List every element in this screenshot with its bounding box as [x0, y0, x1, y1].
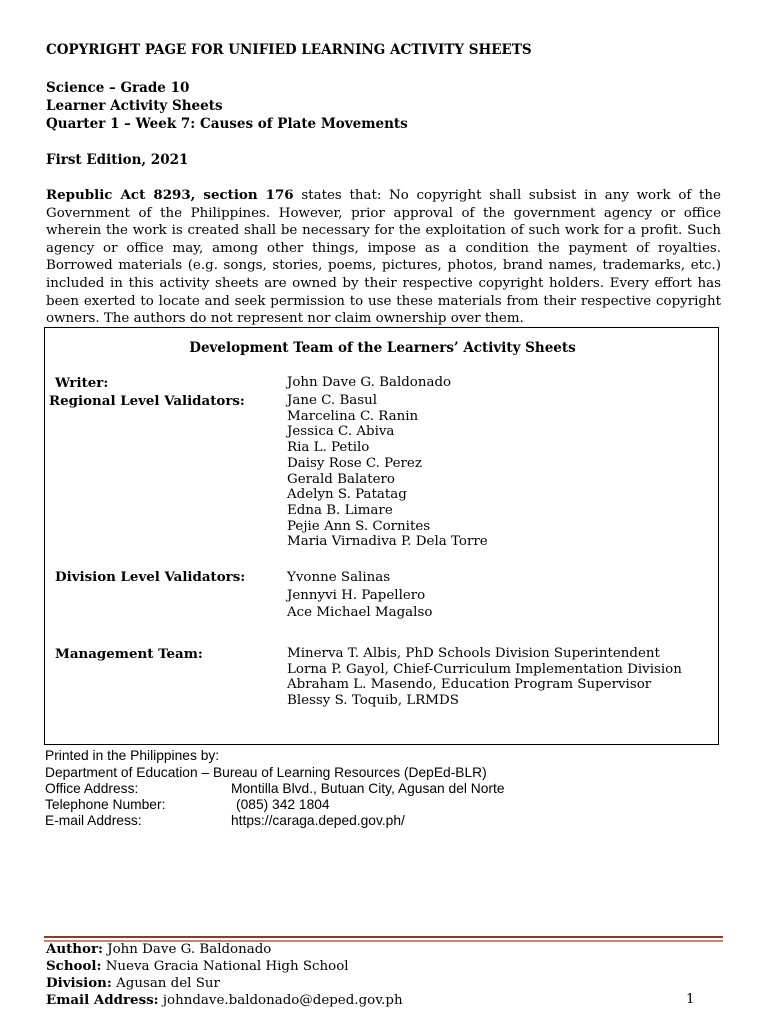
footer-author-label: Author:	[46, 941, 103, 957]
copyright-line: wherein the work is created shall be necessary for the exploitation of such work for a profit.	[46, 223, 683, 239]
list-item: Edna B. Limare	[287, 502, 393, 518]
copyright-line: states that: No copyright shall subsist in any work of the	[293, 188, 721, 203]
list-item: Abraham L. Masendo, Education Program Supervisor	[287, 677, 652, 693]
footer-email-label: Email Address:	[46, 992, 159, 1008]
printed-by: Printed in the Philippines by:	[45, 748, 220, 763]
copyright-line: Government of the Philippines. However, prior approval of the government agency or office	[46, 205, 721, 221]
copyright-line: Borrowed materials (e.g. songs, stories, poems, pictures, photos, brand names, trademarks,	[46, 258, 686, 274]
office-address: Montilla Blvd., Butuan City, Agusan del Norte	[231, 781, 505, 796]
publisher: Department of Education – Bureau of Learning Resources (DepEd-BLR)	[45, 765, 487, 780]
quarter-line: Quarter 1 – Week 7: Causes of Plate Movements	[46, 116, 408, 132]
doc-type-line: Learner Activity Sheets	[46, 98, 223, 114]
regional-validators-list	[287, 393, 488, 550]
copyright-line: effort has been exerted to locate and seek permission to use these materials from their	[46, 275, 721, 309]
regional-validators-label: Regional Level Validators:	[49, 393, 245, 409]
management-team-list	[287, 646, 682, 709]
edition-line: First Edition, 2021	[46, 152, 189, 168]
list-item: Jane C. Basul	[287, 393, 378, 408]
copyright-line: etc.) included in this activity sheets are owned by their respective copyright holders. Every	[46, 258, 721, 291]
subject-line: Science – Grade 10	[46, 80, 190, 96]
copyright-line: respective copyright owners. The authors do not represent nor claim ownership over them.	[46, 293, 721, 327]
list-item: Daisy Rose C. Perez	[287, 455, 422, 471]
list-item: Blessy S. Toquib, LRMDS	[287, 693, 459, 709]
list-item: Yvonne Salinas	[287, 570, 391, 585]
copyright-line: Such agency or office may, among other things, impose as a condition the payment of royalties.	[46, 223, 721, 256]
development-team-box	[44, 327, 719, 745]
footer-division: Agusan del Sur	[116, 976, 220, 991]
management-team-label: Management Team:	[55, 646, 203, 662]
writer-name: John Dave G. Baldonado	[287, 375, 452, 390]
website-address: https://caraga.deped.gov.ph/	[231, 813, 405, 828]
telephone-label: Telephone Number:	[45, 797, 166, 812]
list-item: Jessica C. Abiva	[287, 424, 395, 440]
page-title: COPYRIGHT PAGE FOR UNIFIED LEARNING ACTIVITY SHEETS	[46, 42, 532, 58]
writer-label: Writer:	[55, 375, 109, 391]
list-item: Marcelina C. Ranin	[287, 408, 419, 424]
list-item: Maria Virnadiva P. Dela Torre	[287, 534, 488, 550]
team-box-title: Development Team of the Learners’ Activity Sheets	[189, 340, 576, 356]
page-number: 1	[686, 992, 695, 1007]
footer-author: John Dave G. Baldonado	[107, 942, 272, 957]
list-item: Gerald Balatero	[287, 471, 395, 487]
footer-school-label: School:	[46, 958, 102, 974]
list-item: Ace Michael Magalso	[287, 605, 433, 620]
footer-division-label: Division:	[46, 975, 112, 991]
division-validators-list	[287, 569, 432, 622]
list-item: Lorna P. Gayol, Chief-Curriculum Implementation Division	[287, 661, 682, 677]
footer-divider	[44, 936, 723, 938]
copyright-paragraph	[46, 187, 721, 328]
list-item: Jennyvi H. Papellero	[287, 587, 426, 603]
list-item: Minerva T. Albis, PhD Schools Division Superintendent	[287, 646, 660, 661]
email-label: E-mail Address:	[45, 813, 142, 828]
list-item: Adelyn S. Patatag	[287, 487, 407, 503]
telephone-number: (085) 342 1804	[236, 797, 330, 812]
division-validators-label: Division Level Validators:	[55, 569, 246, 585]
footer-info	[46, 941, 403, 1009]
footer-school: Nueva Gracia National High School	[105, 959, 349, 974]
copyright-lead: Republic Act 8293, section 176	[46, 187, 294, 203]
list-item: Pejie Ann S. Cornites	[287, 518, 431, 534]
office-address-label: Office Address:	[45, 781, 139, 796]
footer-email: johndave.baldonado@deped.gov.ph	[162, 993, 403, 1008]
list-item: Ria L. Petilo	[287, 440, 370, 456]
